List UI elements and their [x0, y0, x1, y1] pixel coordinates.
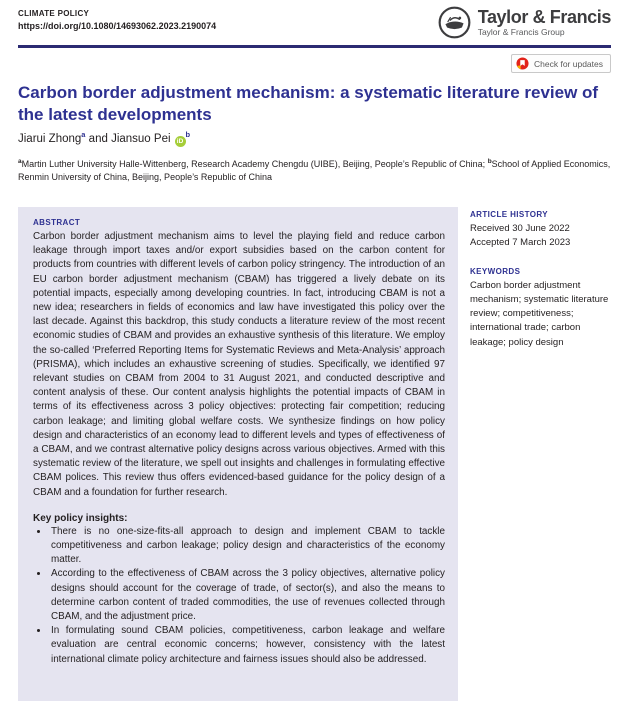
- author-line: [18, 130, 190, 147]
- affiliation-marker: b: [487, 158, 492, 165]
- abstract-panel: [18, 207, 458, 701]
- article-history-block: [470, 210, 615, 251]
- journal-name: CLIMATE POLICY: [18, 9, 90, 18]
- publisher-group: Taylor & Francis Group: [477, 27, 565, 38]
- author-connector: and: [88, 132, 108, 145]
- policy-insight-item: • In formulating sound CBAM policies, competitiveness, carbon leakage and welfare evaluation are central economic concerns; however, consistency with the latest international climate policy architecture and fairness issues should also be addressed.: [49, 624, 445, 667]
- author-affiliation-marker: b: [185, 130, 191, 139]
- crossmark-icon: [516, 57, 529, 70]
- taylor-francis-logo-icon: [438, 6, 471, 39]
- publisher-logo-text: [478, 8, 611, 37]
- article-meta-sidebar: [470, 210, 615, 350]
- affiliation-marker: a: [18, 158, 22, 165]
- article-history-heading: ARTICLE HISTORY: [470, 210, 549, 219]
- affiliation-text: School of Applied Economics, Renmin University of China, Beijing, People’s Republic of China: [18, 159, 611, 183]
- author-affiliation-marker: a: [81, 130, 86, 139]
- abstract-heading: ABSTRACT: [33, 218, 81, 227]
- author-name: Jiansuo Pei: [111, 132, 171, 145]
- author-name: Jiarui Zhong: [18, 132, 82, 145]
- keywords-text: Carbon border adjustment mechanism; systematic literature review; competitiveness; international trade; carbon leakage; policy design: [470, 279, 609, 348]
- keywords-heading: KEYWORDS: [470, 266, 521, 276]
- doi-link[interactable]: https://doi.org/10.1080/14693062.2023.2190074: [18, 21, 217, 31]
- affiliation-text: Martin Luther University Halle-Wittenberg, Research Academy Chengdu (UIBE), Beijing, People’s Republic of China;: [21, 159, 488, 169]
- abstract-body: Carbon border adjustment mechanism aims to level the playing field and reduce carbon leakage through import taxes and/or export subsidies based on the carbon content for products from countries with different levels of carbon policy stringency. The introduction of an EU carbon border adjustment mechanism (CBAM) has triggered a lively debate on its potential impacts, especially among developing countries. In fact, introducing CBAM is not a new idea; researchers in fields of economics and law have investigated this policy over the last decade. Against this backdrop, this study conducts a literature review of the most recent economic studies of CBAM and provides an exhaustive synthesis of this literature. We employ the so-called ‘Preferred Reporting Items for Systematic Reviews and Meta-Analysis’ approach (PRISMA), which includes an exhaustive screening of studies. Specifically, we identified 97 relevant studies on CBAM from 2004 to 31 August 2021, and conducted descriptive and content analysis of these. Our content analysis highlights the potential impacts of CBAM in terms of its effectiveness across 3 policy objectives: protecting fair competition; reducing carbon leakage; and limiting global welfare costs. We synthesize findings on how policy design and characteristics of an economy lead to different levels and types of effectiveness of a CBAM, and we contrast alternative policy designs across various objectives. Armed with this systematic review of the literature, we spell out insights and challenges in formulating effective CBAM polices. This review thus offers evidenced-based guidance for the policy design of a CBAM and a foundation for further research.: [33, 231, 445, 498]
- check-for-updates-label: Check for updates: [534, 58, 603, 69]
- publisher-logo: [438, 6, 611, 39]
- publisher-name: Taylor & Francis: [477, 7, 611, 28]
- accepted-date: Accepted 7 March 2023: [470, 237, 571, 249]
- orcid-icon[interactable]: iD: [175, 136, 186, 147]
- policy-insight-item: • There is no one-size-fits-all approach to design and implement CBAM to tackle competitiveness and carbon leakage; policy design and characteristics of the economy matter.: [49, 525, 445, 568]
- keywords-block: [470, 267, 615, 350]
- header-divider: [18, 45, 611, 48]
- affiliations: [18, 157, 614, 184]
- key-policy-insights-heading: Key policy insights:: [33, 512, 128, 524]
- policy-insight-item: • According to the effectiveness of CBAM across the 3 policy objectives, alternative policy designs should account for the coverage of trade, of sector(s), and also the means to determine carbon content of traded commodities, the use of revenues collected through CBAM, and the adjustment price.: [49, 567, 445, 624]
- key-policy-insights-list: [33, 525, 445, 667]
- received-date: Received 30 June 2022: [470, 223, 570, 234]
- article-title: Carbon border adjustment mechanism: a systematic literature review of the latest developments: [18, 83, 599, 125]
- check-for-updates-button[interactable]: [511, 54, 611, 73]
